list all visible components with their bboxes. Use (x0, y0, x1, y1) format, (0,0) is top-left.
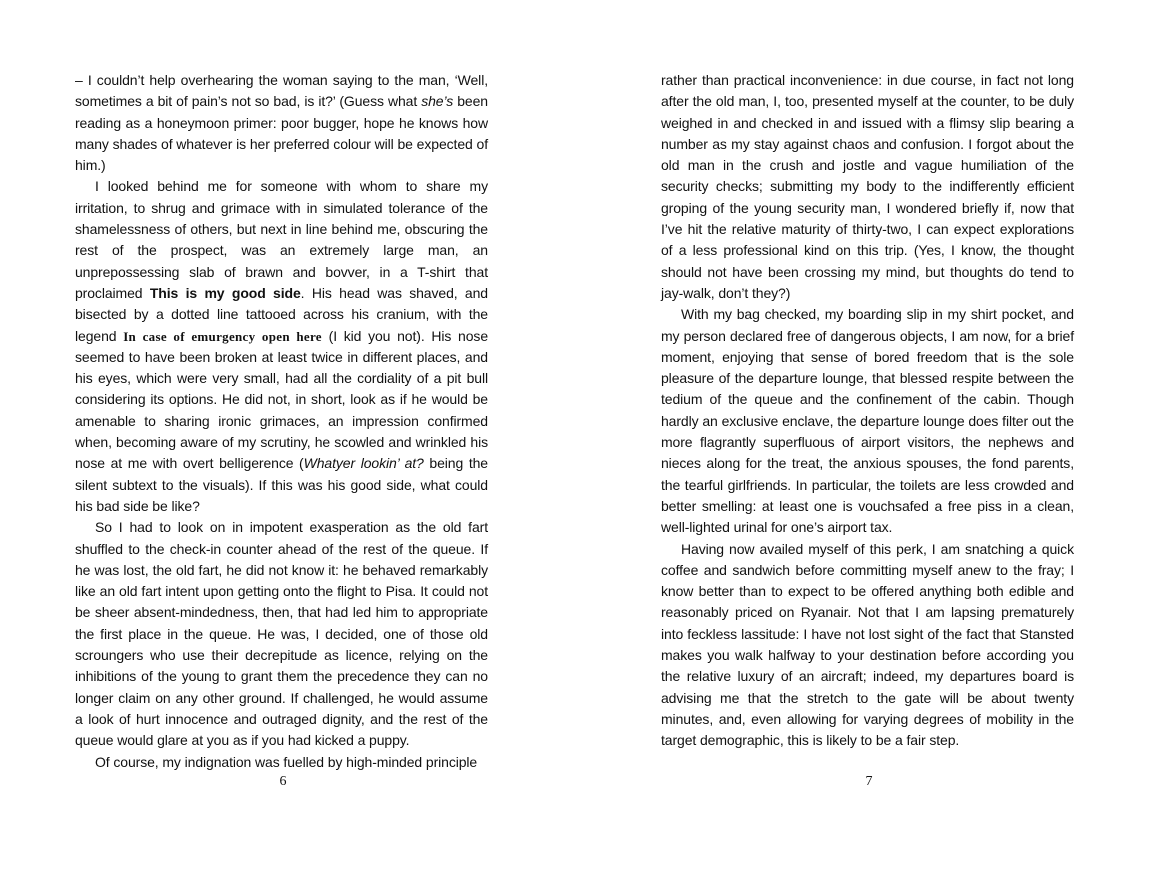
left-page (75, 70, 488, 773)
right-page-number: 7 (865, 774, 873, 789)
tattoo-legend: In case of emurgency open here (123, 328, 322, 344)
right-paragraph-3: Having now availed myself of this perk, I am snatching a quick coffee and sandwich before committing myself anew to the fray; I know better than to expect to be offered anything both edible and reasonably priced on Ryanair. Not that I am lapsing prematurely into feckless lassitude: I have not lost sight of the fact that Stansted makes you walk halfway to your destination before according you the relative luxury of an aircraft; indeed, my departures board is advising me that the stretch to the gate will be about twenty minutes, and, even allowing for varying degrees of mobility in the target demographic, this is likely to be a fair step. (661, 540, 1074, 749)
left-p1-italic: she’s (421, 93, 454, 110)
left-p2-text-b: . His head was shaved, and bisected by a dotted line tattooed across his cranium, with the legend (75, 284, 488, 344)
left-paragraph-2 (75, 176, 488, 517)
left-p2-text-d: being the silent subtext to the visuals). If this was his good side, what could his bad side be like? (75, 455, 488, 514)
right-paragraph-2: With my bag checked, my boarding slip in my shirt pocket, and my person declared free of dangerous objects, I am now, for a brief moment, enjoying that sense of bored freedom that is the sole pleasure of the departure lounge, that blessed respite between the tedium of the queue and the confinement of the cabin. Though hardly an exclusive enclave, the departure lounge does filter out the more flagrantly superfluous of airport visitors, the nephews and nieces along for the treat, the anxious spouses, the fond parents, the tearful girlfriends. In particular, the toilets are less crowded and better smelling: at least one is vouchsafed a free piss in a clean, well-lighted urinal for one’s airport tax. (661, 306, 1074, 536)
left-p1-tail: been reading as a honeymoon primer: poor bugger, hope he knows how many shades of whatever is her preferred colour will be expected of him.) (75, 93, 488, 174)
left-paragraph-1 (75, 70, 488, 176)
tshirt-slogan: This is my good side (149, 284, 301, 301)
left-p2-text-a: I looked behind me for someone with whom to share my irritation, to shrug and grimace with in simulated tolerance of the shamelessness of others, but next in line behind me, obscuring the rest of the prospect, was an extremely large man, an unprepossessing slab of brawn and bovver, in a T-shirt that proclaimed (75, 178, 488, 301)
right-page (661, 70, 1074, 752)
right-paragraph-1: rather than practical inconvenience: in due course, in fact not long after the old man, I, too, presented myself at the counter, to be duly weighed in and checked in and issued with a flimsy slip bearing a number as my stay against chaos and confusion. I forgot about the old man in the crush and jostle and vague humiliation of the security checks; submitting my body to the indifferently efficient groping of the young security man, I wondered briefly if, now that I’ve hit the relative maturity of thirty-two, I can expect explorations of a less professional kind on this trip. (Yes, I know, the thought should not have been crossing my mind, but thoughts do tend to jay-walk, don’t they?) (661, 72, 1074, 301)
left-p2-italic: Whatyer lookin’ at? (303, 455, 424, 472)
left-paragraph-4: Of course, my indignation was fuelled by high-minded principle (95, 753, 478, 770)
left-paragraph-3: So I had to look on in impotent exasperation as the old fart shuffled to the check-in counter ahead of the rest of the queue. If he was lost, the old fart, he did not know it: he behaved remarkably like an old fart intent upon getting onto the flight to Pisa. It could not be sheer absent-mindedness, then, that had led him to appropriate the first place in the queue. He was, I decided, one of those old scroungers who use their decrepitude as licence, relying on the inhibitions of the young to grant them the precedence they can no longer claim on any other ground. If challenged, he would assume a look of hurt innocence and outraged dignity, and the rest of the queue would glare at you as if you had kicked a puppy. (75, 519, 488, 749)
left-page-number: 6 (279, 774, 287, 789)
left-p1-text: – I couldn’t help overhearing the woman saying to the man, ‘Well, sometimes a bit of pain’s not so bad, is it?’ (Guess what (75, 72, 488, 110)
left-p2-text-c: (I kid you not). His nose seemed to have been broken at least twice in different places, and his eyes, which were very small, had all the cordiality of a pit bull considering its options. He did not, in short, look as if he would be amenable to sharing ironic grimaces, an impression confirmed when, becoming aware of my scrutiny, he scowled and wrinkled his nose at me with overt belligerence ( (75, 327, 489, 472)
